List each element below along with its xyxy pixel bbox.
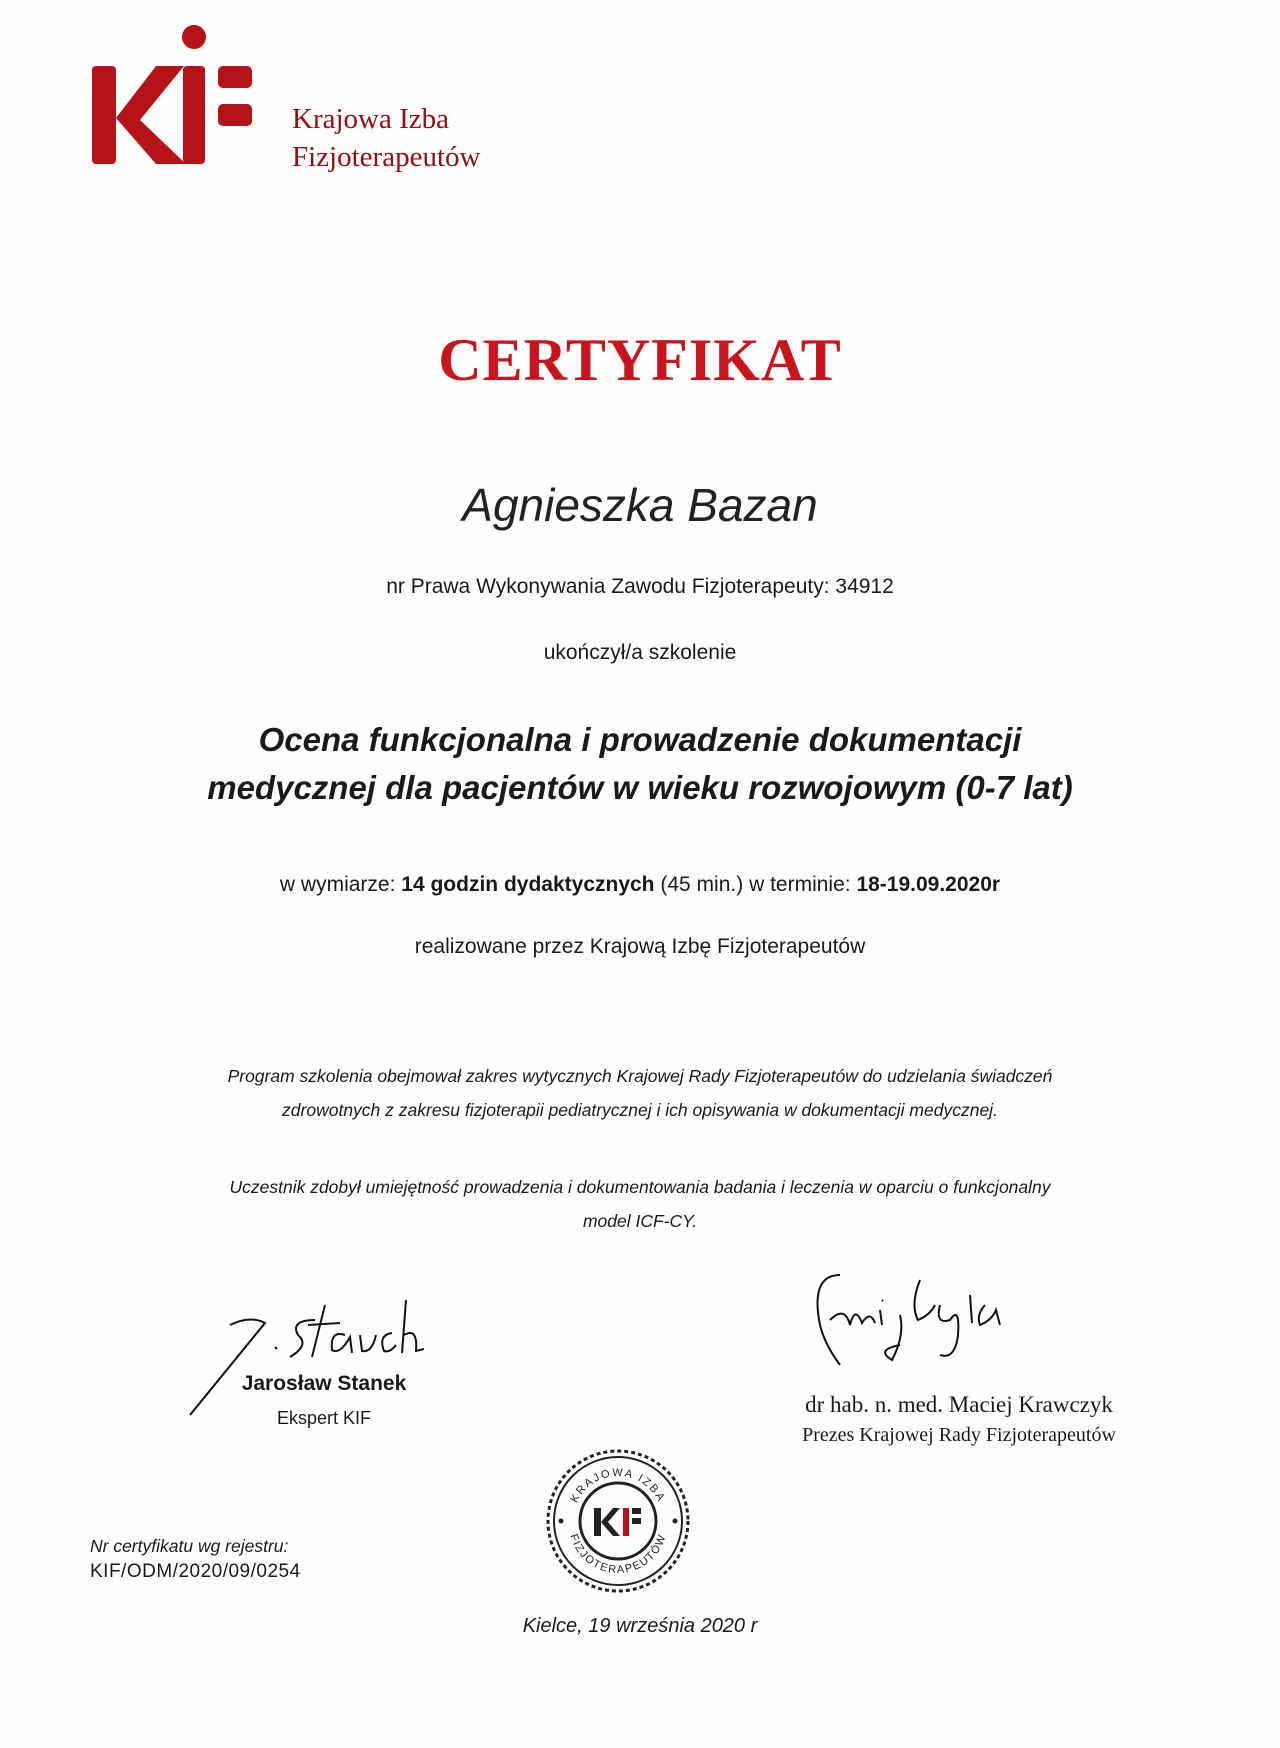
left-signatory-name: Jarosław Stanek	[241, 1372, 407, 1395]
left-signatory-role: Ekspert KIF	[276, 1408, 372, 1428]
license-line	[0, 575, 1280, 599]
license-number: 34912	[835, 575, 894, 598]
signature-stanek	[180, 1285, 480, 1425]
certificate-title: CERTYFIKAT	[438, 327, 842, 393]
kif-logo	[88, 22, 268, 172]
right-signatory-name: dr hab. n. med. Maciej Krawczyk	[805, 1392, 1113, 1417]
dates: 18-19.09.2020r	[856, 873, 1001, 896]
register-label: Nr certyfikatu wg rejestru:	[90, 1536, 289, 1556]
hours: 14 godzin dydaktycznych	[401, 873, 655, 896]
program-line2: zdrowotnych z zakresu fizjoterapii pediatrycznej i ich opisywania w dokumentacji medycznej.	[282, 1100, 998, 1120]
org-name	[292, 100, 480, 176]
kif-stamp	[543, 1446, 693, 1596]
svg-text:FIZJOTERAPEUTÓW	[567, 1532, 669, 1576]
minutes: (45 min.)	[660, 873, 744, 896]
scope-line	[0, 873, 1280, 897]
skill-line1: Uczestnik zdobył umiejętność prowadzenia i dokumentowania badania i leczenia w oparciu o funkcjonalny	[229, 1177, 1051, 1197]
course-title	[0, 716, 1280, 812]
right-signatory-role: Prezes Krajowej Rady Fizjoterapeutów	[802, 1424, 1116, 1446]
course-title-line1: Ocena funkcjonalna i prowadzenie dokumentacji	[258, 721, 1022, 758]
org-name-line1: Krajowa Izba	[292, 103, 449, 135]
term-label: w terminie:	[749, 873, 851, 896]
kif-logo-mark	[88, 22, 268, 172]
organizer-text: realizowane przez Krajową Izbę Fizjoterapeutów	[414, 935, 866, 958]
skill-note	[0, 1170, 1280, 1238]
recipient-name: Agnieszka Bazan	[462, 479, 818, 531]
stamp-bottom-text: FIZJOTERAPEUTÓW	[567, 1532, 669, 1577]
program-note	[0, 1059, 1280, 1127]
completed-text: ukończył/a szkolenie	[543, 641, 737, 664]
license-label: nr Prawa Wykonywania Zawodu Fizjoterapeuty:	[386, 575, 830, 598]
stamp-top-text: KRAJOWA IZBA	[568, 1466, 668, 1505]
org-name-line2: Fizjoterapeutów	[292, 141, 481, 173]
signature-krawczyk	[800, 1265, 1120, 1385]
scope-prefix: w wymiarze:	[279, 873, 396, 896]
program-line1: Program szkolenia obejmował zakres wytycznych Krajowej Rady Fizjoterapeutów do udzielania świadczeń	[227, 1066, 1053, 1086]
svg-text:KRAJOWA IZBA	[568, 1467, 667, 1505]
place-date: Kielce, 19 września 2020 r	[522, 1615, 758, 1637]
register-number: KIF/ODM/2020/09/0254	[90, 1561, 301, 1582]
course-title-line2: medycznej dla pacjentów w wieku rozwojowym (0-7 lat)	[207, 769, 1073, 806]
skill-line2: model ICF-CY.	[582, 1211, 698, 1231]
